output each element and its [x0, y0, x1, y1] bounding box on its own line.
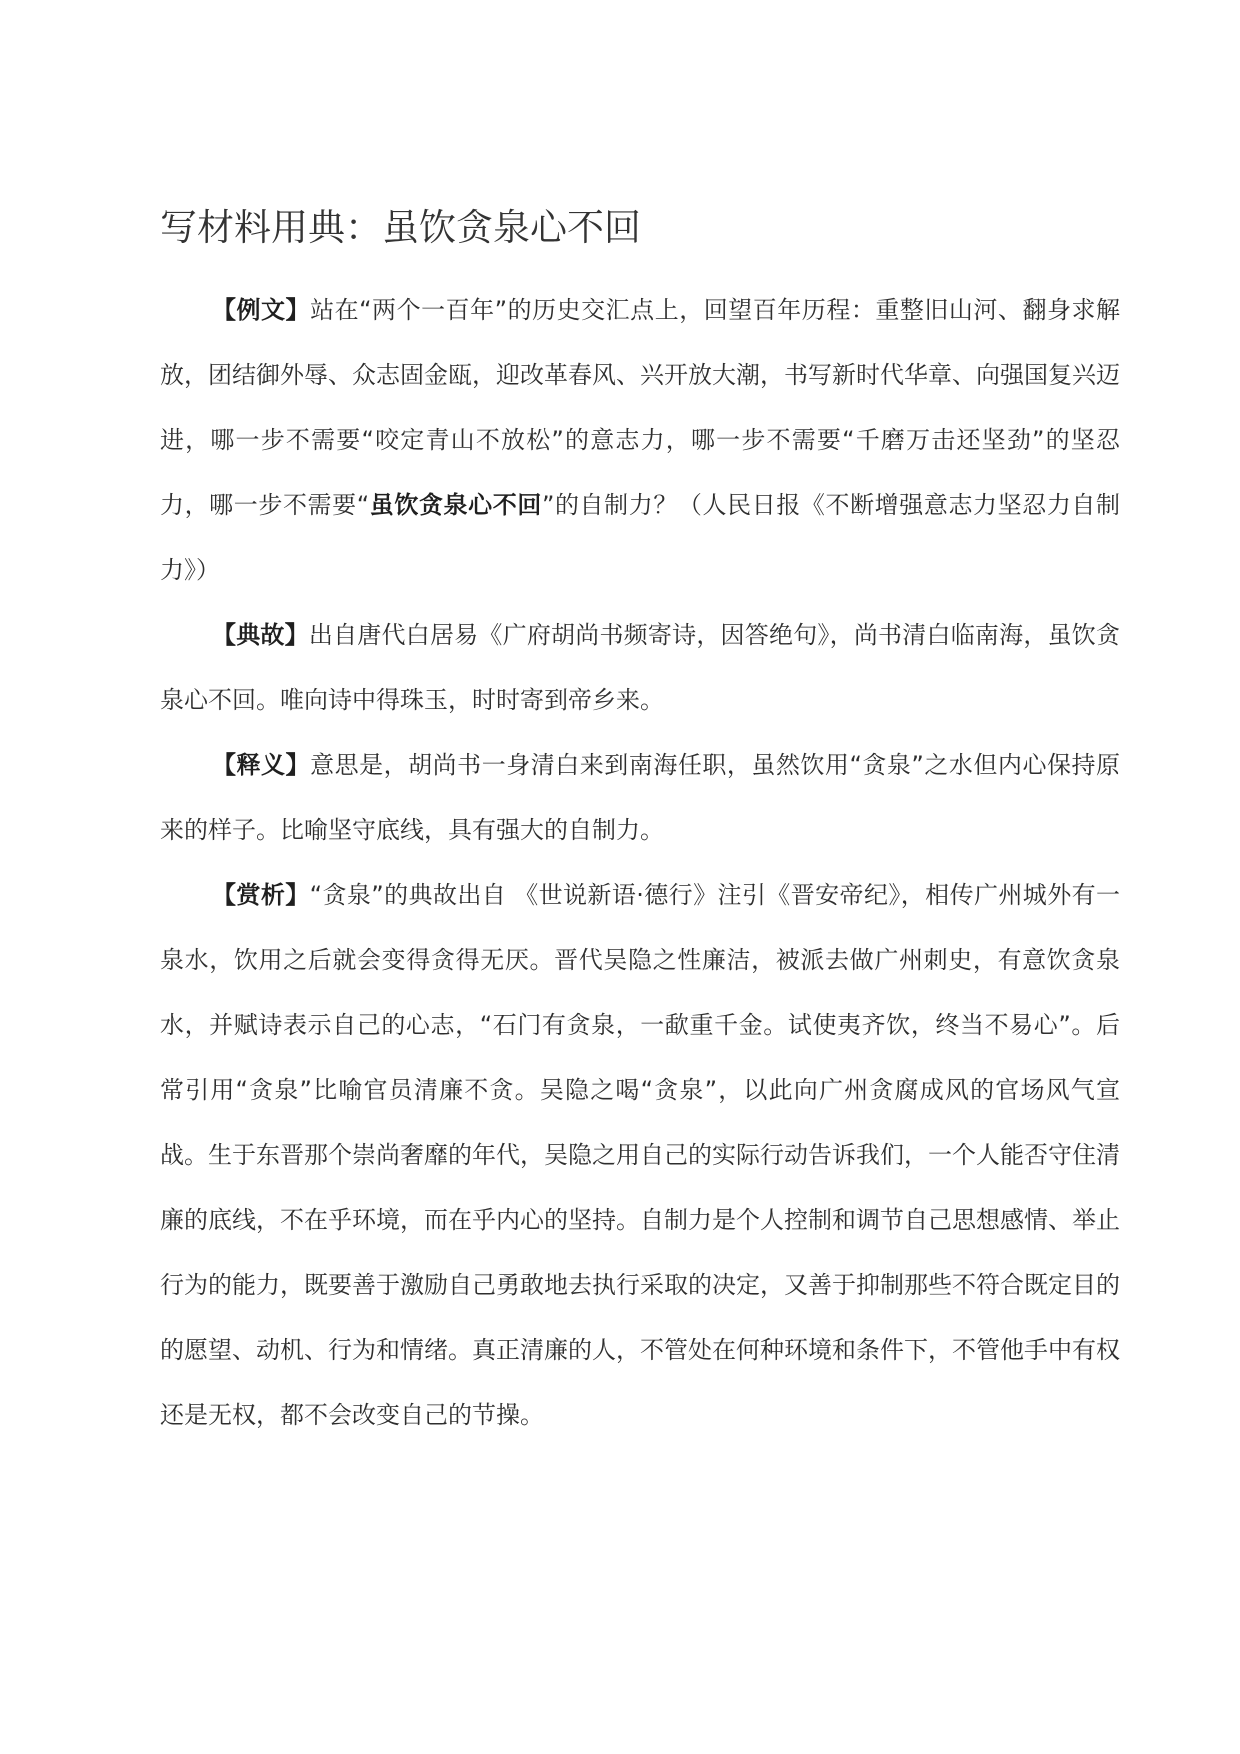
analysis-tag: 【赏析】 — [212, 881, 310, 909]
example-text-after: ”的自制力？（人民日报《不断增强意志力坚忍力自制力》） — [160, 491, 1121, 584]
example-text-before: 站在“两个一百年”的历史交汇点上，回望百年历程：重整旧山河、翻身求解放，团结御外辱、众志固金瓯，迎改革春风、兴开放大潮，书写新时代华章、向强国复兴迈进，哪一步不需要“咬定青山不放松”的意志力，哪一步不需要“千磨万击还坚劲”的坚忍力，哪一步不需要 — [160, 296, 1121, 519]
example-paragraph — [160, 278, 1120, 603]
example-emphasis: 虽饮贪泉心不回 — [369, 491, 542, 519]
example-quote-open: “ — [356, 491, 370, 519]
document-title: 写材料用典：虽饮贪泉心不回 — [160, 206, 641, 249]
analysis-text: “贪泉”的典故出自 《世说新语·德行》注引《晋安帝纪》，相传广州城外有一泉水，饮用之后就会变得贪得无厌。晋代吴隐之性廉洁，被派去做广州刺史，有意饮贪泉水，并赋诗表示自己的心志，“石门有贪泉，一歃重千金。试使夷齐饮，终当不易心”。后常引用“贪泉”比喻官员清廉不贪。吴隐之喝“贪泉”，以此向广州贪腐成风的官场风气宣战。生于东晋那个崇尚奢靡的年代，吴隐之用自己的实际行动告诉我们，一个人能否守住清廉的底线，不在乎环境，而在乎内心的坚持。自制力是个人控制和调节自己思想感情、举止行为的能力，既要善于激励自己勇敢地去执行采取的决定，又善于抑制那些不符合既定目的的愿望、动机、行为和情绪。真正清廉的人，不管处在何种环境和条件下，不管他手中有权还是无权，都不会改变自己的节操。 — [160, 881, 1121, 1429]
example-tag: 【例文】 — [212, 296, 311, 324]
analysis-paragraph — [160, 863, 1120, 1448]
allusion-tag: 【典故】 — [212, 621, 309, 649]
allusion-paragraph — [160, 603, 1120, 733]
meaning-paragraph — [160, 733, 1120, 863]
allusion-text: 出自唐代白居易《广府胡尚书频寄诗，因答绝句》，尚书清白临南海，虽饮贪泉心不回。唯向诗中得珠玉，时时寄到帝乡来。 — [160, 621, 1121, 714]
document-page — [160, 198, 1120, 1448]
meaning-tag: 【释义】 — [212, 751, 311, 779]
meaning-text: 意思是，胡尚书一身清白来到南海任职，虽然饮用“贪泉”之水但内心保持原来的样子。比喻坚守底线，具有强大的自制力。 — [160, 751, 1121, 844]
